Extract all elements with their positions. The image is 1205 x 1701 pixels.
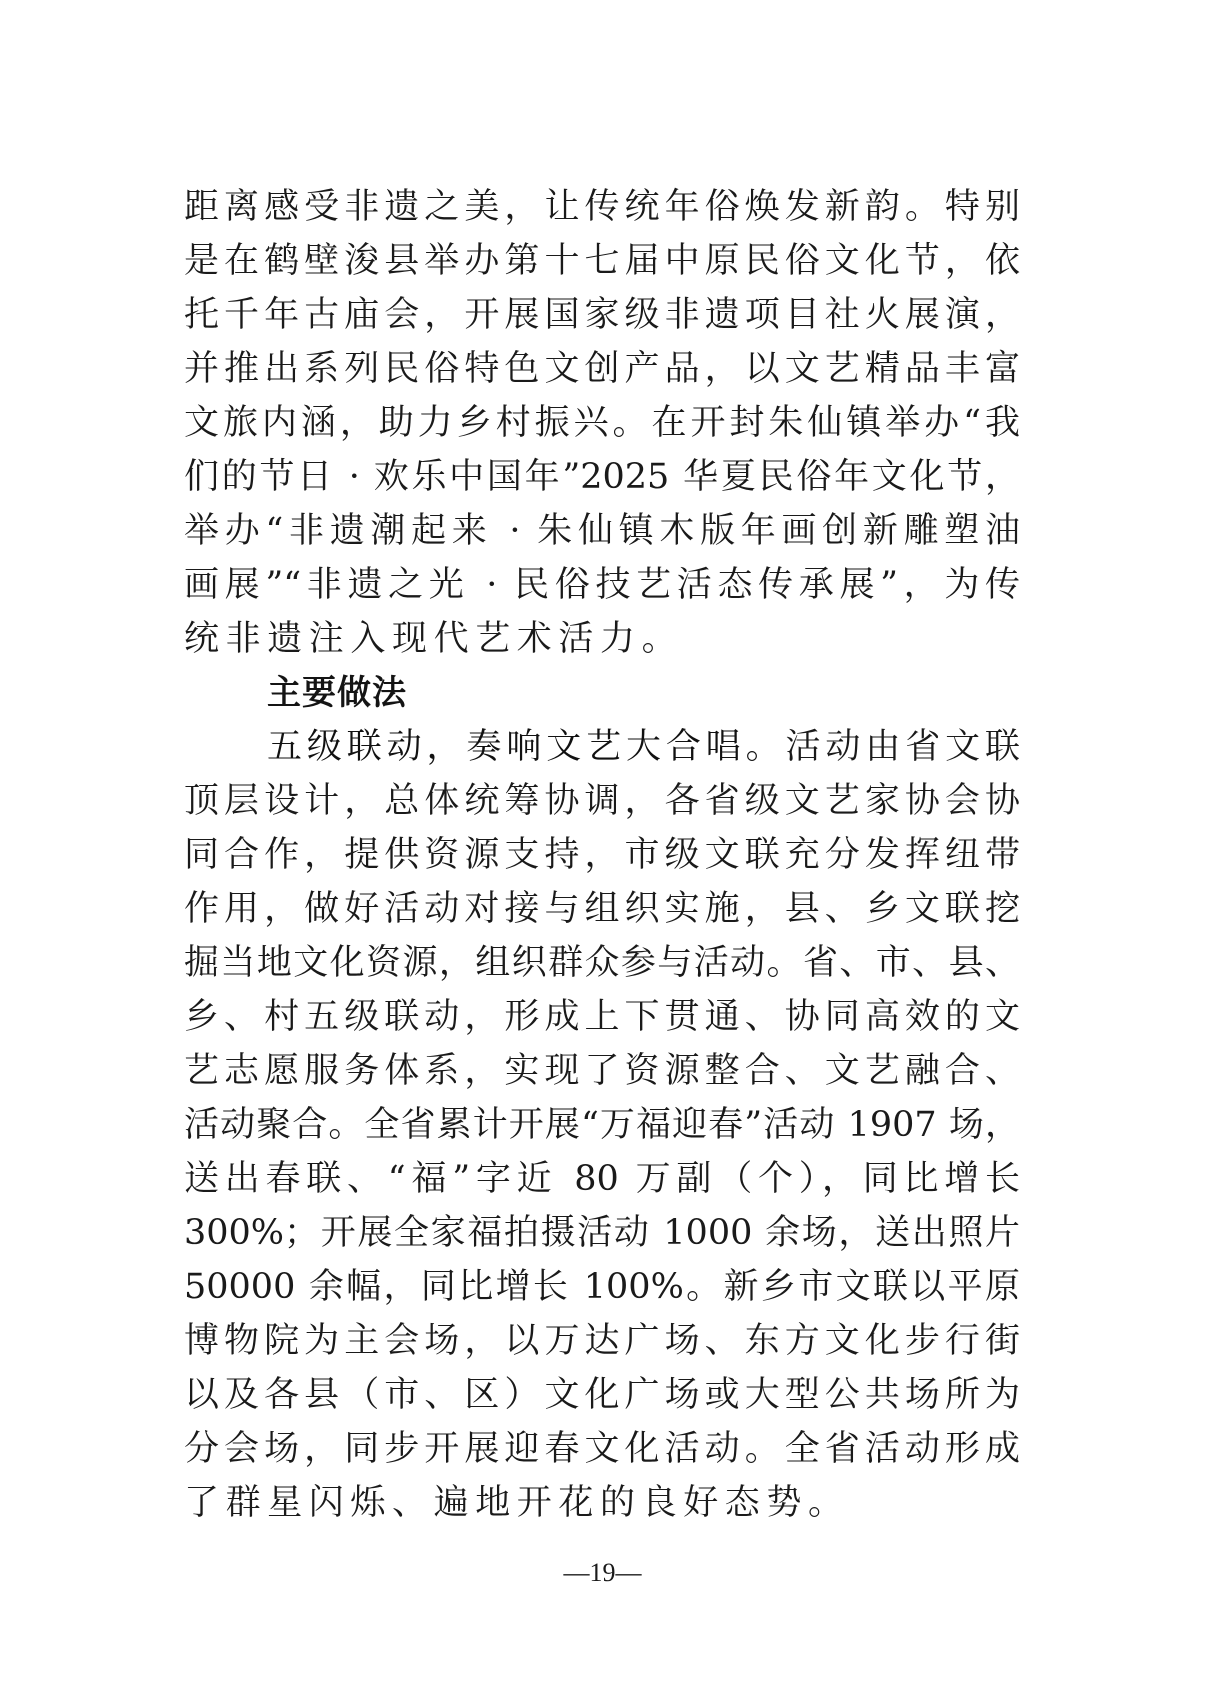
- text-line: 举办“非遗潮起来 · 朱仙镇木版年画创新雕塑油: [184, 511, 1020, 551]
- paragraph-five-level-linkage: [184, 720, 1020, 1530]
- paragraph-lead: 五级联动，奏响文艺大合唱。: [267, 727, 786, 767]
- text-line: 托千年古庙会，开展国家级非遗项目社火展演，: [184, 295, 1020, 335]
- text-line: 以及各县（市、区）文化广场或大型公共场所为: [184, 1375, 1020, 1415]
- text-line: 们的节日 · 欢乐中国年”2025 华夏民俗年文化节，: [184, 457, 1020, 497]
- text-line: 顶层设计，总体统筹协调，各省级文艺家协会协: [184, 781, 1020, 821]
- text-line-rest: 活动由省文联: [785, 727, 1020, 767]
- text-line: 送出春联、“福”字近 80 万副（个），同比增长: [184, 1159, 1020, 1199]
- text-line: 了群星闪烁、遍地开花的良好态势。: [184, 1483, 850, 1523]
- text-line: 作用，做好活动对接与组织实施，县、乡文联挖: [184, 889, 1020, 929]
- text-line: 博物院为主会场，以万达广场、东方文化步行街: [184, 1321, 1020, 1361]
- text-line: 分会场，同步开展迎春文化活动。全省活动形成: [184, 1429, 1020, 1469]
- text-line: 50000 余幅，同比增长 100%。新乡市文联以平原: [184, 1267, 1020, 1307]
- text-line: 画展”“非遗之光 · 民俗技艺活态传承展”，为传: [184, 565, 1020, 605]
- text-line: 掘当地文化资源，组织群众参与活动。省、市、县、: [184, 943, 1020, 983]
- page-number: —19—: [563, 1558, 642, 1587]
- text-line: 距离感受非遗之美，让传统年俗焕发新韵。特别: [184, 187, 1020, 227]
- text-line: 乡、村五级联动，形成上下贯通、协同高效的文: [184, 997, 1020, 1037]
- section-heading: 主要做法: [267, 673, 407, 713]
- text-line: 300%；开展全家福拍摄活动 1000 余场，送出照片: [184, 1213, 1020, 1253]
- text-line: 活动聚合。全省累计开展“万福迎春”活动 1907 场，: [184, 1105, 1020, 1145]
- text-line: 统非遗注入现代艺术活力。: [184, 619, 684, 659]
- text-line: 是在鹤壁浚县举办第十七届中原民俗文化节，依: [184, 241, 1020, 281]
- text-line: 并推出系列民俗特色文创产品，以文艺精品丰富: [184, 349, 1020, 389]
- text-line: 文旅内涵，助力乡村振兴。在开封朱仙镇举办“我: [184, 403, 1020, 443]
- text-line: [184, 720, 1020, 774]
- text-line: 艺志愿服务体系，实现了资源整合、文艺融合、: [184, 1051, 1020, 1091]
- paragraph-continued: [184, 180, 1020, 666]
- body-text: [184, 180, 1020, 1530]
- text-line: 同合作，提供资源支持，市级文联充分发挥纽带: [184, 835, 1020, 875]
